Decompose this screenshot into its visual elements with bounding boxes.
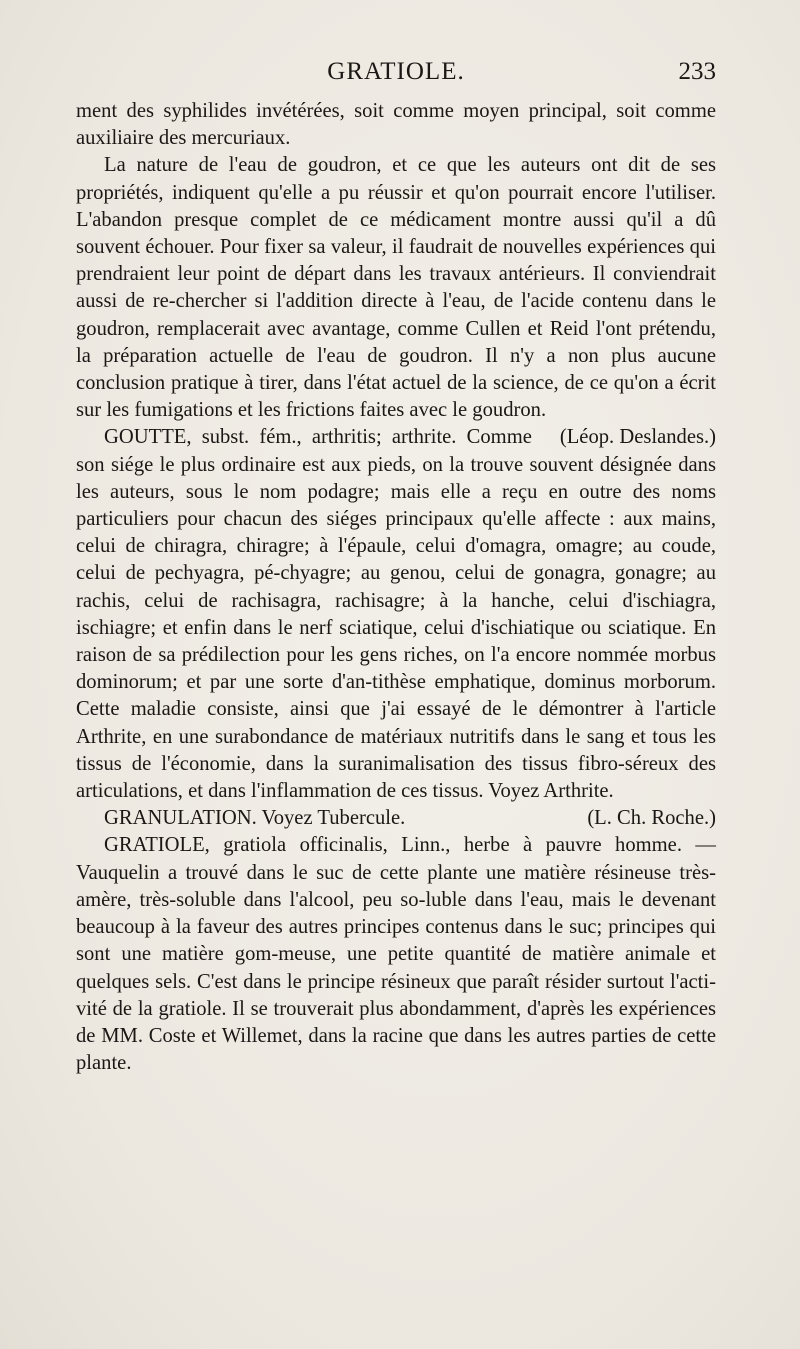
author-signature: (Léop. Deslandes.) xyxy=(559,426,716,449)
body-text xyxy=(76,98,716,1077)
page-title: GRATIOLE. xyxy=(327,58,465,85)
author-signature: (L. Ch. Roche.) xyxy=(587,807,716,830)
paragraph-eau-de-goudron xyxy=(76,152,716,449)
entry-gratiole: GRATIOLE, gratiola officinalis, Linn., herbe à pauvre homme. — Vauquelin a trouvé dans le suc de cette plante une matière résineuse très-amère, très-soluble dans l'alcool, peu so-luble dans l'eau, mais le devenant beaucoup à la faveur des autres principes contenus dans le suc; principes qui sont une matière gom-meuse, une petite quantité de matière animale et quelques sels. C'est dans le principe résineux que paraît résider surtout l'acti-vité de la gratiole. Il se trouverait plus abondamment, d'après les expériences de MM. Coste et Willemet, dans la racine que dans les autres parties de cette plante. xyxy=(76,834,716,1075)
paragraph-continuation: ment des syphilides invétérées, soit comme moyen principal, soit comme auxiliaire des mercuriaux. xyxy=(76,100,716,150)
page-number: 233 xyxy=(678,58,716,85)
running-head xyxy=(76,58,716,92)
paragraph-text: La nature de l'eau de goudron, et ce que les auteurs ont dit de ses propriétés, indiquent qu'elle a pu réussir et qu'on pourrait encore l'utiliser. L'abandon presque complet de ce médicament montre aussi qu'il a dû souvent échouer. Pour fixer sa valeur, il faudrait de nouvelles expériences qui prendraient leur point de départ dans les travaux antérieurs. Il conviendrait aussi de re-chercher si l'addition directe à l'eau, de l'acide contenu dans le goudron, remplacerait avec avantage, comme Cullen et Reid l'ont prétendu, la préparation actuelle de l'eau de goudron. Il n'y a non plus aucune conclusion pratique à tirer, dans l'état actuel de la science, de ce qu'on a écrit sur les fumigations et les frictions faites avec le goudron. xyxy=(76,154,716,422)
entry-text: GOUTTE, subst. fém., arthritis; arthrite. Comme son siége le plus ordinaire est aux pieds, on la trouve souvent désignée dans les auteurs, sous le nom podagre; mais elle a reçu en outre des noms particuliers pour chacun des siéges principaux qu'elle affecte : aux mains, celui de chiragra, chiragre; à l'épaule, celui d'omagra, omagre; au coude, celui de pechyagra, pé-chyagre; au genou, celui de gonagra, gonagre; au rachis, celui de rachisagra, rachisagre; à la hanche, celui d'ischiagra, ischiagre; et enfin dans le nerf sciatique, celui d'ischiatique ou sciatique. En raison de sa prédilection pour les gens riches, on l'a encore nommée morbus dominorum; et par une sorte d'an-tithèse emphatique, dominus morborum. Cette maladie consiste, ainsi que j'ai essayé de le démontrer à l'article Arthrite, en une surabondance de matériaux nutritifs dans le sang et tous les tissus de l'économie, dans la suranimalisation des tissus fibro-séreux des articulations, et dans l'inflammation de ces tissus. Voyez Arthrite. xyxy=(76,426,716,803)
entry-granulation: GRANULATION. Voyez Tubercule. xyxy=(104,807,406,830)
